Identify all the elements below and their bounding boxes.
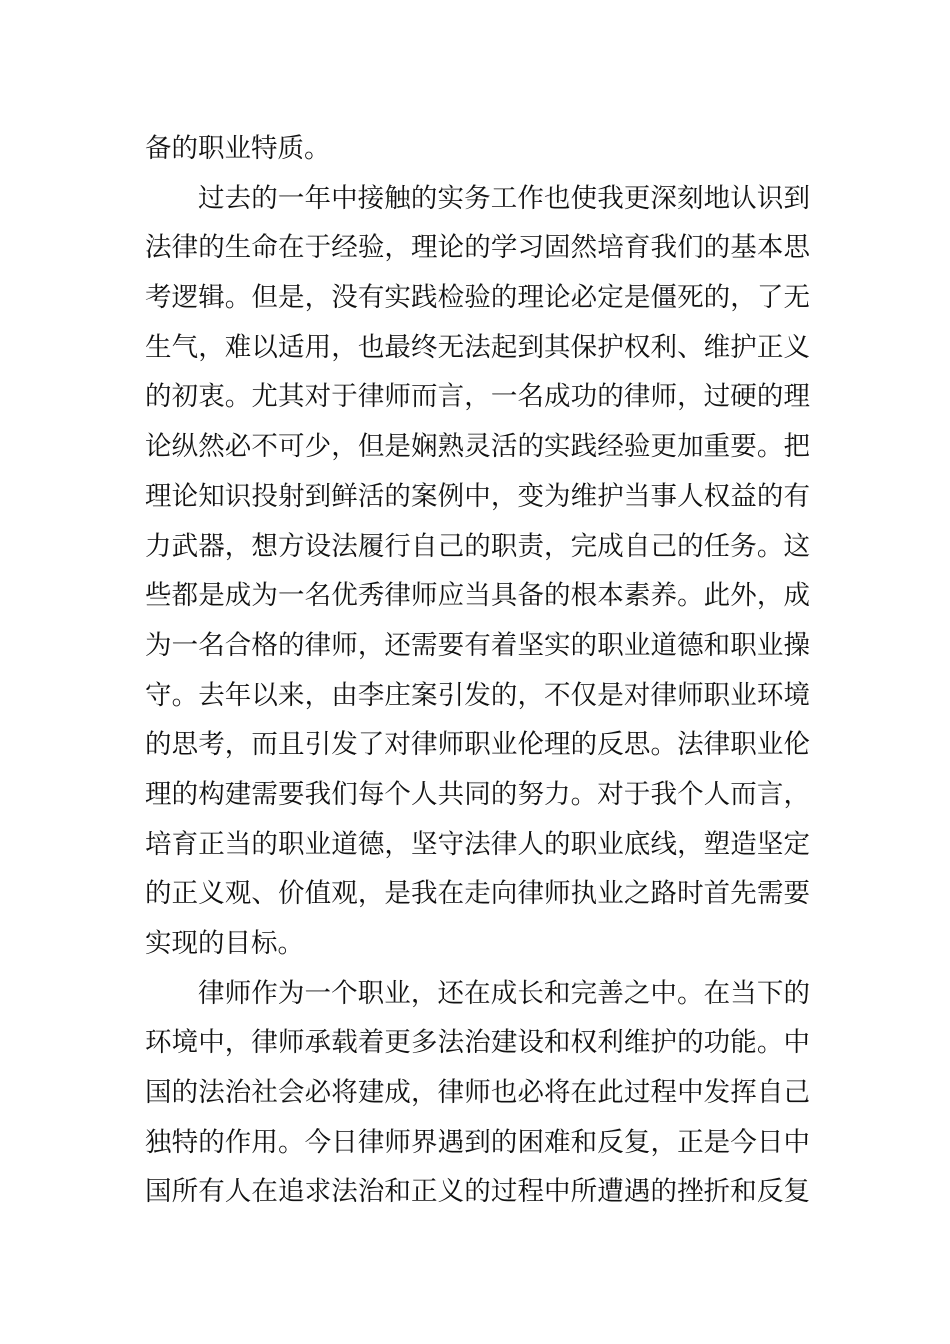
- text-line: 论纵然必不可少，但是娴熟灵活的实践经验更加重要。把: [145, 431, 810, 463]
- text-line: 的正义观、价值观，是我在走向律师执业之路时首先需要: [145, 878, 810, 910]
- text-line: 为一名合格的律师，还需要有着坚实的职业道德和职业操: [145, 629, 810, 661]
- text-line: 理论知识投射到鲜活的案例中，变为维护当事人权益的有: [145, 480, 810, 512]
- text-line: 律师作为一个职业，还在成长和完善之中。在当下的: [198, 977, 810, 1009]
- document-body: [145, 124, 810, 1217]
- text-line: 生气，难以适用，也最终无法起到其保护权利、维护正义: [145, 331, 810, 363]
- text-line: 环境中，律师承载着更多法治建设和权利维护的功能。中: [145, 1027, 810, 1059]
- text-line: 实现的目标。: [145, 928, 304, 959]
- text-line: 备的职业特质。: [145, 133, 331, 164]
- text-line: 国所有人在追求法治和正义的过程中所遭遇的挫折和反复: [145, 1176, 810, 1208]
- text-line: 国的法治社会必将建成，律师也必将在此过程中发挥自己: [145, 1077, 810, 1109]
- text-line: 理的构建需要我们每个人共同的努力。对于我个人而言，: [145, 778, 810, 810]
- text-line: 些都是成为一名优秀律师应当具备的根本素养。此外，成: [145, 580, 810, 612]
- text-line: 过去的一年中接触的实务工作也使我更深刻地认识到: [198, 182, 810, 214]
- text-line: 培育正当的职业道德，坚守法律人的职业底线，塑造坚定: [145, 828, 810, 860]
- text-line: 的思考，而且引发了对律师职业伦理的反思。法律职业伦: [145, 729, 810, 761]
- text-line: 法律的生命在于经验，理论的学习固然培育我们的基本思: [145, 232, 810, 264]
- text-line: 守。去年以来，由李庄案引发的，不仅是对律师职业环境: [145, 679, 810, 711]
- text-line: 的初衷。尤其对于律师而言，一名成功的律师，过硬的理: [145, 381, 810, 413]
- text-line: 独特的作用。今日律师界遇到的困难和反复，正是今日中: [145, 1126, 810, 1158]
- text-line: 力武器，想方设法履行自己的职责，完成自己的任务。这: [145, 530, 810, 562]
- text-line: 考逻辑。但是，没有实践检验的理论必定是僵死的，了无: [145, 282, 810, 314]
